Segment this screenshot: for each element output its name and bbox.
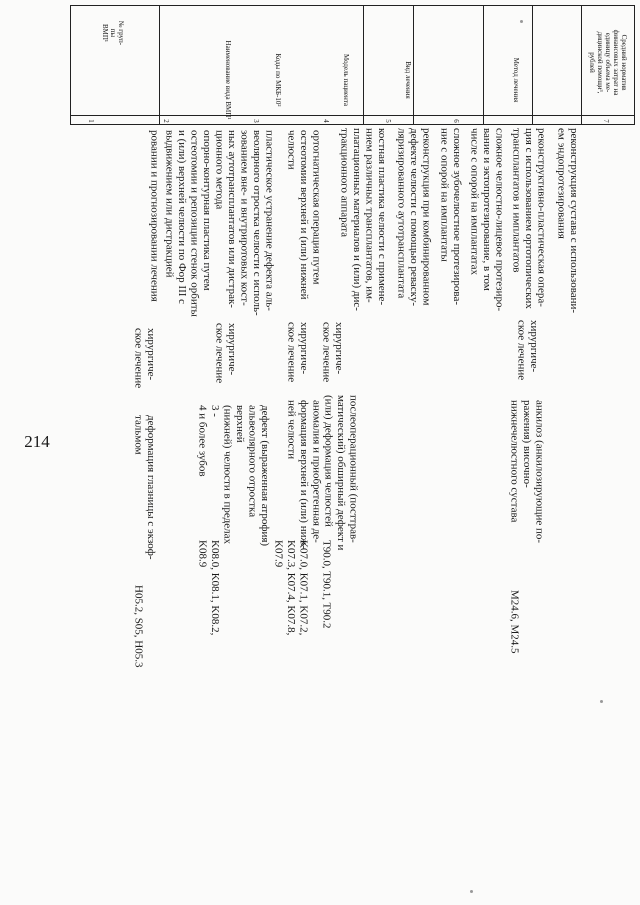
header-cost-norm: Средний норматив финансовых затрат на единицу объема ме- дицинской помощи³, рублей	[588, 29, 628, 96]
header-patient-model: Модель пациента	[342, 54, 350, 106]
header-rule-2	[70, 5, 71, 125]
page-number: 214	[24, 432, 50, 451]
header-group-no: № груп- пы ВМП¹	[101, 20, 125, 46]
method-top-1: ровании и прогнозировании лечения	[148, 130, 161, 302]
colnum-bottom-border	[70, 124, 635, 125]
table-top-border	[70, 5, 635, 6]
row4-method-1: костная пластика челюсти с примене- нием различных трансплантатов, им- платационных материалов и (или) дис- тракционного аппарата	[338, 128, 388, 311]
row5-method-1: реконструктивно-пластическая опера- ция с использованием ортотопических трансплантатов и имплантатов	[510, 128, 548, 309]
header-mkb-codes: Коды по МКБ-10²	[274, 53, 282, 107]
row4-method-2: реконструкция при комбинированном дефекте челюсти с помощью реваску- ляризированного аутотрансплантата	[395, 128, 433, 306]
row5-treatment: хирургиче- ское лечение	[515, 320, 540, 381]
colnum-2: 2	[162, 119, 170, 123]
row5-model: анкилоз (анкилозирующие по- ражения) височно- нижнечелюстного сустава	[508, 400, 546, 544]
colnum-5: 5	[384, 119, 392, 123]
row1-codes: H05.2, S05, H05.3	[132, 585, 145, 668]
colnum-7: 7	[602, 119, 610, 123]
row2-model: дефект (выраженная атрофия) альвеолярного отростка верхней (нижней) челюсти в пределах 3 - 4 и более зубов	[196, 405, 271, 547]
header-rule-1	[634, 5, 635, 125]
row4-method-3: сложное зубочелюстное протезирова- ние с опорой на имплантаты	[438, 128, 463, 305]
row4-codes: T90.0, T90.1, T90.2	[320, 540, 333, 629]
row2-treatment: хирургиче- ское лечение	[213, 323, 238, 384]
row4-model: послеоперационный (посттрав- матический) обширный дефект и (или) деформация челюстей	[322, 395, 360, 551]
colnum-6: 6	[452, 119, 460, 123]
colnum-3: 3	[252, 119, 260, 123]
method-top-2: опорно-контурная пластика путем остеотомии и репозиции стенок орбиты и (или) верхней челюсти по Фор III с выдвижением или дистракцией	[163, 130, 213, 317]
row3-method: ортогнатическая операция путем остеотомии верхней и (или) нижней челюсти	[285, 130, 323, 300]
header-bottom-border	[70, 115, 635, 116]
colnum-4: 4	[322, 119, 330, 123]
row4-method-4: сложное челюстно-лицевое протезиро- вание и эктопротезирование, в том числе с опорой на имплантатах	[468, 128, 506, 312]
row5-method-2: реконструкция сустава с использовани- ем эндопротезирования	[555, 128, 580, 314]
row2-codes: K08.0, K08.1, K08.2, K08.9	[196, 540, 221, 636]
row1-model: деформация глазницы с экзоф- тальмом	[132, 415, 157, 560]
row1-treatment: хирургиче- ское лечение	[132, 328, 157, 389]
row3-model: аномалия и приобретенная де- формация верхней и (или) ниж- ней челюсти	[285, 400, 323, 549]
header-vmp-name: Наименование вида ВМП¹	[224, 40, 232, 120]
row4-treatment: хирургиче- ское лечение	[320, 322, 345, 383]
row3-codes: K07.0, K07.1, K07.2, K07.3, K07.4, K07.8, K07.9	[272, 540, 310, 636]
header-treatment-type: Вид лечения	[404, 61, 412, 99]
row2-method: пластическое устранение дефекта аль- веолярного отростка челюсти с исполь- зованием вне- и внутриротовых кост- ных аутотрансплантатов или дистрак- ционного метода	[213, 130, 276, 316]
colnum-1: 1	[87, 119, 95, 123]
row3-treatment: хирургиче- ское лечение	[285, 322, 310, 383]
header-treatment-method: Метод лечения	[512, 57, 520, 103]
row5-codes: M24.6, M24.5	[508, 590, 521, 654]
